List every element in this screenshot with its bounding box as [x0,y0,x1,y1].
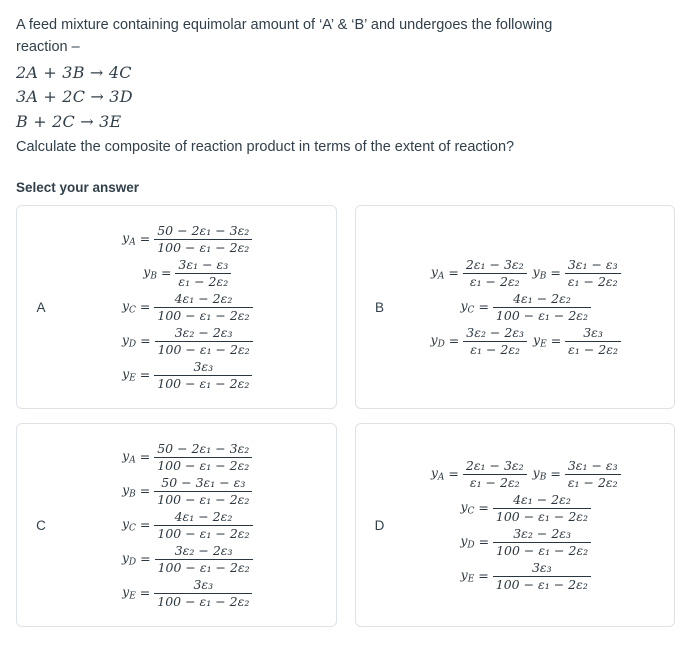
equation-row [122,224,253,255]
fraction-numerator: 50 − 3ε₁ − ε₃ [161,474,246,490]
equation [122,326,253,357]
equals-sign: = [478,534,490,550]
fraction-denominator: ε₁ − 2ε₂ [469,474,520,490]
question-closing: Calculate the composite of reaction product in terms of the extent of reaction? [16,138,515,155]
equals-sign: = [139,517,151,533]
fraction-numerator: 3ε₂ − 2ε₃ [174,542,233,558]
equation-lhs: $y_D$ [460,532,475,551]
equation [122,578,252,609]
fraction [463,258,527,289]
equals-sign: = [139,585,151,601]
equation-lhs: $y_B$ [143,263,157,282]
fraction [154,476,252,507]
equals-sign: = [550,333,562,349]
fraction-numerator: 3ε₃ [193,358,214,374]
equation [122,292,253,323]
fraction-denominator: ε₁ − 2ε₂ [178,273,229,289]
fraction-denominator: 100 − ε₁ − 2ε₂ [157,559,250,575]
equation [122,510,253,541]
reaction-1: 2A + 3B → 4C [16,62,132,82]
equation-lhs: $y_B$ [532,464,547,483]
equation [431,258,527,289]
fraction [155,326,253,357]
equation-row [122,258,253,289]
fraction-numerator: 3ε₁ − ε₃ [567,256,618,272]
equation-row [431,258,621,289]
equals-sign: = [478,500,489,516]
fraction-denominator: 100 − ε₁ − 2ε₂ [496,542,589,558]
equation [460,292,591,323]
option-c[interactable] [16,423,337,627]
option-letter: B [374,299,384,315]
option-formula [394,258,665,357]
fraction [565,459,621,490]
fraction-denominator: ε₁ − 2ε₂ [469,273,520,289]
equals-sign: = [448,265,459,281]
equation-row [122,544,253,575]
fraction [493,292,591,323]
reaction-3: B + 2C → 3E [16,111,122,131]
equation-row [122,510,253,541]
option-letter: D [374,517,385,533]
equals-sign: = [550,265,561,281]
equation-lhs: $y_A$ [430,263,445,282]
fraction-denominator: 100 − ε₁ − 2ε₂ [157,457,250,473]
equals-sign: = [140,551,151,567]
equation [431,459,527,490]
option-d[interactable] [355,423,676,627]
select-answer-label: Select your answer [16,180,140,196]
fraction-denominator: 100 − ε₁ − 2ε₂ [495,307,589,323]
fraction [175,258,231,289]
fraction-numerator: 4ε₁ − 2ε₂ [174,290,233,306]
equals-sign: = [550,466,561,482]
fraction [493,493,591,524]
equation [122,476,252,507]
equation-row [431,326,621,357]
equation-lhs: $y_A$ [122,229,136,248]
fraction [493,527,591,558]
option-letter: C [36,517,46,533]
fraction-numerator: 2ε₁ − 3ε₂ [465,457,524,473]
answer-options [16,205,675,627]
fraction-numerator: 50 − 2ε₁ − 3ε₂ [157,222,250,238]
fraction [154,510,252,541]
option-b[interactable] [355,205,676,409]
equation-row [431,493,621,524]
equals-sign: = [140,333,151,349]
fraction-denominator: 100 − ε₁ − 2ε₂ [157,491,250,507]
fraction [463,326,527,357]
reaction-2: 3A + 2C → 3D [16,87,133,107]
equation [122,224,252,255]
fraction-numerator: 3ε₂ − 2ε₃ [466,324,525,340]
fraction-denominator: 100 − ε₁ − 2ε₂ [157,525,250,541]
fraction-numerator: 50 − 2ε₁ − 3ε₂ [157,440,250,456]
fraction-numerator: 3ε₁ − ε₃ [567,457,618,473]
fraction [565,326,621,357]
equation-lhs: $y_C$ [460,297,475,316]
fraction [565,258,621,289]
fraction-numerator: 3ε₁ − ε₃ [178,256,229,272]
equation-row [431,561,621,592]
fraction-denominator: 100 − ε₁ − 2ε₂ [495,576,588,592]
option-formula [394,459,665,592]
equals-sign: = [160,265,172,281]
question-line-2: reaction – [16,39,80,56]
equation-row [122,326,253,357]
equation-row [122,292,253,323]
equals-sign: = [448,466,459,482]
fraction-numerator: 3ε₃ [531,559,552,575]
equals-sign: = [139,483,151,499]
fraction-denominator: ε₁ − 2ε₂ [567,273,618,289]
equals-sign: = [478,299,489,315]
equation [122,544,253,575]
fraction [155,544,253,575]
equation-lhs: $y_A$ [430,464,445,483]
equation [533,459,621,490]
equation-lhs: $y_C$ [121,297,136,316]
equation [533,258,621,289]
equation-row [431,292,621,323]
reaction-list [16,61,675,134]
equation-lhs: $y_E$ [122,583,136,602]
equation-row [122,578,253,609]
fraction [154,360,252,391]
equation-lhs: $y_B$ [532,263,547,282]
fraction [154,224,252,255]
fraction [463,459,527,490]
fraction-denominator: 100 − ε₁ − 2ε₂ [495,508,588,524]
option-formula [55,442,326,609]
equation [122,442,252,473]
fraction-denominator: ε₁ − 2ε₂ [568,341,618,357]
equation-lhs: $y_C$ [121,515,136,534]
equals-sign: = [448,333,460,349]
question-text [16,14,675,59]
fraction [154,578,252,609]
equation-lhs: $y_D$ [121,549,137,568]
equation-row [122,442,253,473]
option-a[interactable] [16,205,337,409]
equation-lhs: $y_C$ [460,498,475,517]
fraction-numerator: 3ε₃ [583,324,603,340]
fraction-numerator: 4ε₁ − 2ε₂ [513,290,571,306]
equation [143,258,231,289]
fraction [493,561,591,592]
equals-sign: = [139,449,151,465]
equation-row [431,527,621,558]
equals-sign: = [139,299,151,315]
equation [460,493,591,524]
equation-lhs: $y_B$ [122,481,136,500]
equation-lhs: $y_A$ [122,447,136,466]
equals-sign: = [478,568,489,584]
equation-lhs: $y_E$ [122,365,136,384]
equation-row [122,476,253,507]
option-formula [55,224,326,391]
equation [533,326,621,357]
fraction-denominator: 100 − ε₁ − 2ε₂ [157,307,250,323]
equation [122,360,252,391]
equals-sign: = [139,231,151,247]
fraction-numerator: 3ε₃ [193,576,214,592]
equation [460,527,591,558]
fraction-denominator: 100 − ε₁ − 2ε₂ [157,341,250,357]
fraction [154,442,252,473]
equation [431,326,528,357]
fraction-denominator: ε₁ − 2ε₂ [470,341,521,357]
fraction-numerator: 3ε₂ − 2ε₃ [513,525,571,541]
fraction-numerator: 4ε₁ − 2ε₂ [513,491,571,507]
equation [461,561,591,592]
fraction-numerator: 3ε₂ − 2ε₃ [174,324,233,340]
fraction-denominator: 100 − ε₁ − 2ε₂ [157,239,250,255]
equation-row [431,459,621,490]
fraction-numerator: 2ε₁ − 3ε₂ [465,256,524,272]
fraction-denominator: ε₁ − 2ε₂ [567,474,618,490]
question-line-1: A feed mixture containing equimolar amount of ‘A’ & ‘B’ and undergoes the following [16,17,553,33]
fraction-numerator: 4ε₁ − 2ε₂ [174,508,233,524]
equation-lhs: $y_E$ [460,566,475,585]
fraction-denominator: 100 − ε₁ − 2ε₂ [157,593,250,609]
equation-lhs: $y_D$ [430,331,445,350]
option-letter: A [36,299,46,315]
equation-row [122,360,253,391]
equals-sign: = [139,367,151,383]
equation-lhs: $y_E$ [533,331,547,350]
fraction-denominator: 100 − ε₁ − 2ε₂ [157,375,250,391]
fraction [154,292,252,323]
equation-lhs: $y_D$ [121,331,137,350]
